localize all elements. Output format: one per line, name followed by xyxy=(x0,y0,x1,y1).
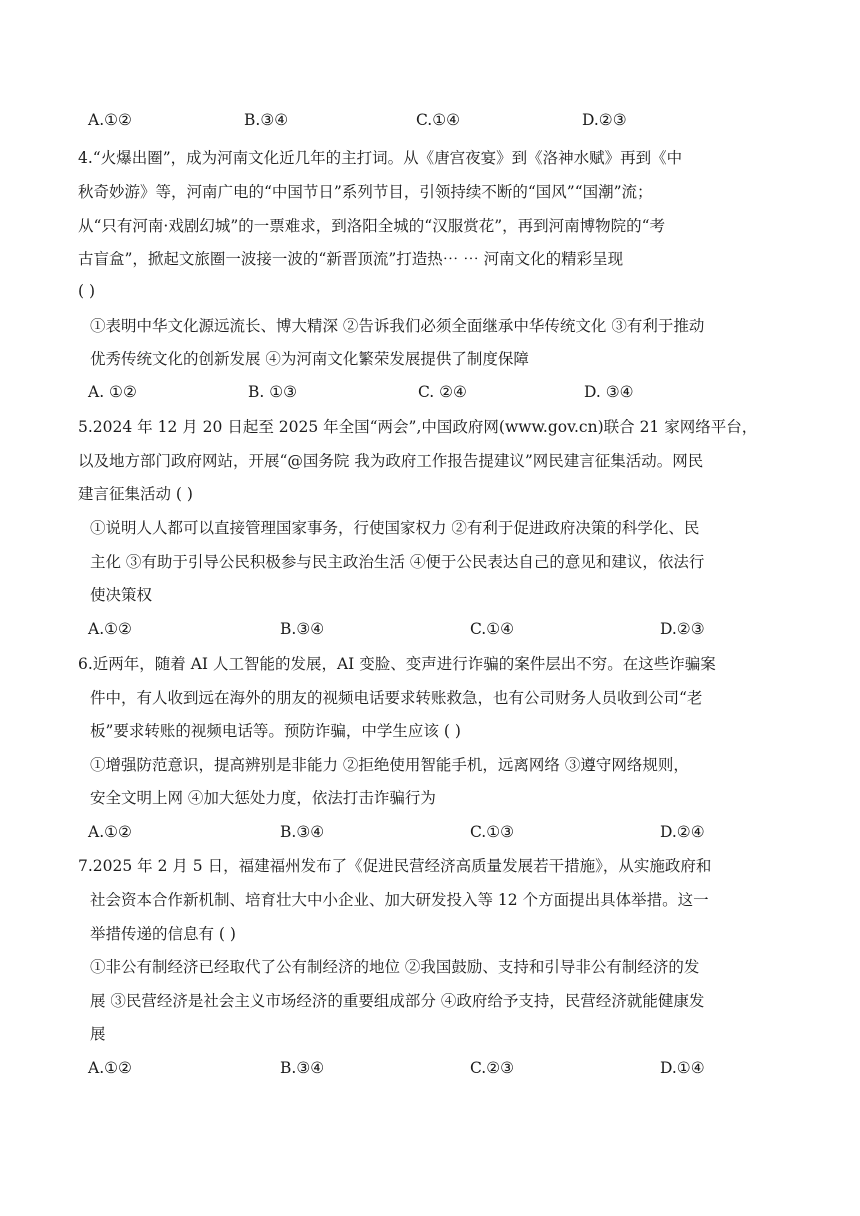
q5-option-c: C.①④ xyxy=(470,620,515,638)
q7-line: 社会资本合作新机制、培育壮大中小企业、加大研发投入等 12 个方面提出具体举措。这一 xyxy=(90,891,709,909)
q6-line: 6.近两年，随着 AI 人工智能的发展，AI 变脸、变声进行诈骗的案件层出不穷。在这些诈骗案 xyxy=(78,655,716,673)
q5-line: 以及地方部门政府网站，开展“@国务院 我为政府工作报告提建议”网民建言征集活动。网民 xyxy=(78,452,704,470)
q4-statements: ①表明中华文化源远流长、博大精深 ②告诉我们必须全面继承中华传统文化 ③有利于推动 xyxy=(90,317,705,335)
q4-line: 从“只有河南·戏剧幻城”的一票难求，到洛阳全城的“汉服赏花”，再到河南博物院的“考 xyxy=(78,217,666,235)
q6-option-c: C.①③ xyxy=(470,823,515,841)
q3-option-b: B.③④ xyxy=(244,111,289,129)
q5-option-a: A.①② xyxy=(88,620,132,638)
q6-statements: 安全文明上网 ④加大惩处力度，依法打击诈骗行为 xyxy=(90,789,436,807)
q5-line: 5.2024 年 12 月 20 日起至 2025 年全国“两会”,中国政府网(www.gov.cn)联合 21 家网络平台， xyxy=(78,418,758,436)
q7-statements: 展 xyxy=(90,1025,106,1043)
q5-option-b: B.③④ xyxy=(280,620,325,638)
q5-statements: 使决策权 xyxy=(90,586,153,604)
q7-statements: 展 ③民营经济是社会主义市场经济的重要组成部分 ④政府给予支持，民营经济就能健康发 xyxy=(90,992,705,1010)
q4-line: 古盲盒”，掀起文旅圈一波接一波的“新晋顶流”打造热⋯ ⋯ 河南文化的精彩呈现 xyxy=(78,250,624,268)
q5-line: 建言征集活动 ( ) xyxy=(78,485,193,503)
q7-option-a: A.①② xyxy=(88,1059,132,1077)
q4-option-b: B. ①③ xyxy=(248,383,298,401)
q3-option-d: D.②③ xyxy=(582,111,627,129)
q4-line: 秋奇妙游》等，河南广电的“中国节日”系列节目，引领持续不断的“国风”“国潮”流； xyxy=(78,183,653,201)
q6-statements: ①增强防范意识，提高辨别是非能力 ②拒绝使用智能手机，远离网络 ③遵守网络规则， xyxy=(90,756,689,774)
q7-option-d: D.①④ xyxy=(660,1059,705,1077)
q7-statements: ①非公有制经济已经取代了公有制经济的地位 ②我国鼓励、支持和引导非公有制经济的发 xyxy=(90,958,700,976)
q6-option-d: D.②④ xyxy=(660,823,705,841)
q5-statements: ①说明人人都可以直接管理国家事务，行使国家权力 ②有利于促进政府决策的科学化、民 xyxy=(90,519,700,537)
q6-line: 板”要求转账的视频电话等。预防诈骗，中学生应该 ( ) xyxy=(90,722,461,740)
q3-option-c: C.①④ xyxy=(416,111,461,129)
q5-statements: 主化 ③有助于引导公民积极参与民主政治生活 ④便于公民表达自己的意见和建议，依法行 xyxy=(90,553,705,571)
q4-option-c: C. ②④ xyxy=(418,383,467,401)
q7-option-b: B.③④ xyxy=(280,1059,325,1077)
q4-statements: 优秀传统文化的创新发展 ④为河南文化繁荣发展提供了制度保障 xyxy=(90,350,529,368)
q6-option-a: A.①② xyxy=(88,823,132,841)
q4-option-d: D. ③④ xyxy=(584,383,634,401)
q4-line: 4.“火爆出圈”，成为河南文化近几年的主打词。从《唐宫夜宴》到《洛神水赋》再到《中 xyxy=(78,149,683,167)
q4-answer-bracket: ( ) xyxy=(78,282,96,300)
q4-option-a: A. ①② xyxy=(88,383,137,401)
q6-option-b: B.③④ xyxy=(280,823,325,841)
q3-option-a: A.①② xyxy=(88,111,132,129)
q6-line: 件中，有人收到远在海外的朋友的视频电话要求转账救急，也有公司财务人员收到公司“老 xyxy=(90,689,703,707)
q5-option-d: D.②③ xyxy=(660,620,705,638)
q7-option-c: C.②③ xyxy=(470,1059,515,1077)
q7-line: 7.2025 年 2 月 5 日，福建福州发布了《促进民营经济高质量发展若干措施》，从实施政府和 xyxy=(78,857,712,875)
q7-line: 举措传递的信息有 ( ) xyxy=(90,925,236,943)
